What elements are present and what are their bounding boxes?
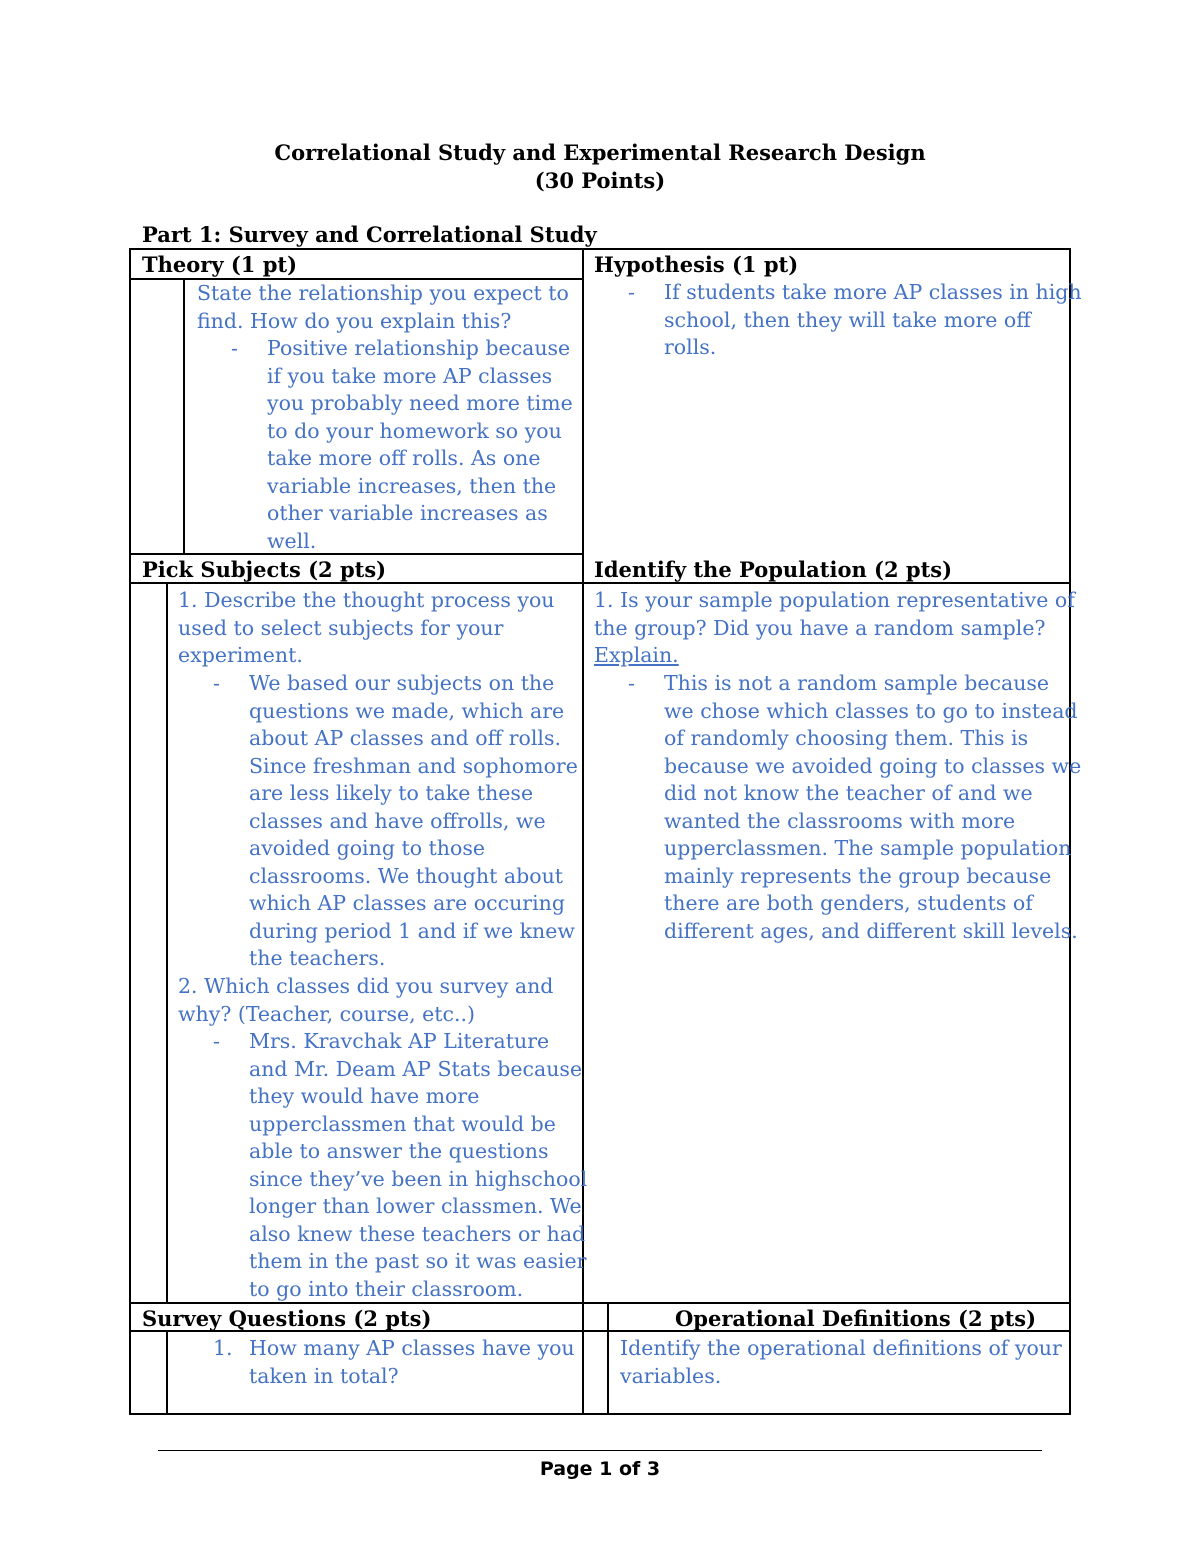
survey-questions-header: Survey Questions (2 pts)	[142, 1306, 432, 1331]
survey-item-number: 1.	[213, 1336, 233, 1360]
theory-prompt: State the relationship you expect to find. How do you explain this?	[197, 281, 569, 333]
pick-subjects-q1: 1. Describe the thought process you used to select subjects for your experiment.	[178, 588, 555, 667]
footer-rule	[158, 1450, 1042, 1451]
document-subtitle: (30 Points)	[534, 168, 666, 193]
pick-subjects-a1-dash: -	[213, 671, 220, 695]
page-number: Page 1 of 3	[539, 1458, 661, 1480]
population-explain: Explain.	[594, 643, 679, 667]
pick-subjects-indent-line	[166, 582, 168, 1302]
row2-header-rule	[129, 582, 1071, 584]
survey-indent-line	[166, 1330, 168, 1415]
part1-heading: Part 1: Survey and Correlational Study	[142, 222, 597, 247]
population-bullet-dash: -	[628, 671, 635, 695]
pick-subjects-a2: Mrs. Kravchak AP Literature and Mr. Deam AP Stats because they would have more upperclassmen that would be able to answer the questions since they’ve been in highschool longer than lower classmen. We also knew these teachers or had them in the past so it was easier to go into their classroom.	[249, 1029, 588, 1301]
population-q1: 1. Is your sample population representative of the group? Did you have a random sample? Explain.	[594, 588, 1075, 667]
pick-subjects-q2: 2. Which classes did you survey and why? (Teacher, course, etc..)	[178, 974, 554, 1026]
population-header: Identify the Population (2 pts)	[594, 557, 953, 582]
theory-header: Theory (1 pt)	[142, 252, 298, 277]
pick-subjects-a1: We based our subjects on the questions we made, which are about AP classes and off rolls. Since freshman and sophomore are less likely to take these classes and have offrolls, we avoided going to those classrooms. We thought about which AP classes are occuring during period 1 and if we knew the teachers.	[249, 671, 578, 970]
theory-bullet-dash: -	[231, 336, 238, 360]
opdef-indent-line	[607, 1302, 609, 1415]
pick-subjects-a2-dash: -	[213, 1029, 220, 1053]
opdef-prompt: Identify the operational definitions of your variables.	[620, 1336, 1062, 1388]
survey-item-text: How many AP classes have you taken in total?	[249, 1336, 575, 1388]
hypothesis-bullet-dash: -	[628, 280, 635, 304]
document-title: Correlational Study and Experimental Research Design	[274, 140, 926, 165]
theory-indent-line	[183, 278, 185, 554]
hypothesis-header: Hypothesis (1 pt)	[594, 252, 799, 277]
population-answer: This is not a random sample because we chose which classes to go to instead of randomly choosing them. This is because we avoided going to classes we did not know the teacher of and we wanted the classrooms with more upperclassmen. The sample population mainly represents the group because there are both genders, students of different ages, and different skill levels.	[664, 671, 1082, 943]
theory-answer: Positive relationship because if you take more AP classes you probably need more time to do your homework so you take more off rolls. As one variable increases, then the other variable increases as well.	[267, 336, 573, 553]
operational-definitions-header: Operational Definitions (2 pts)	[675, 1306, 1037, 1331]
hypothesis-answer: If students take more AP classes in high school, then they will take more off rolls.	[664, 280, 1082, 359]
pick-subjects-header: Pick Subjects (2 pts)	[142, 557, 387, 582]
